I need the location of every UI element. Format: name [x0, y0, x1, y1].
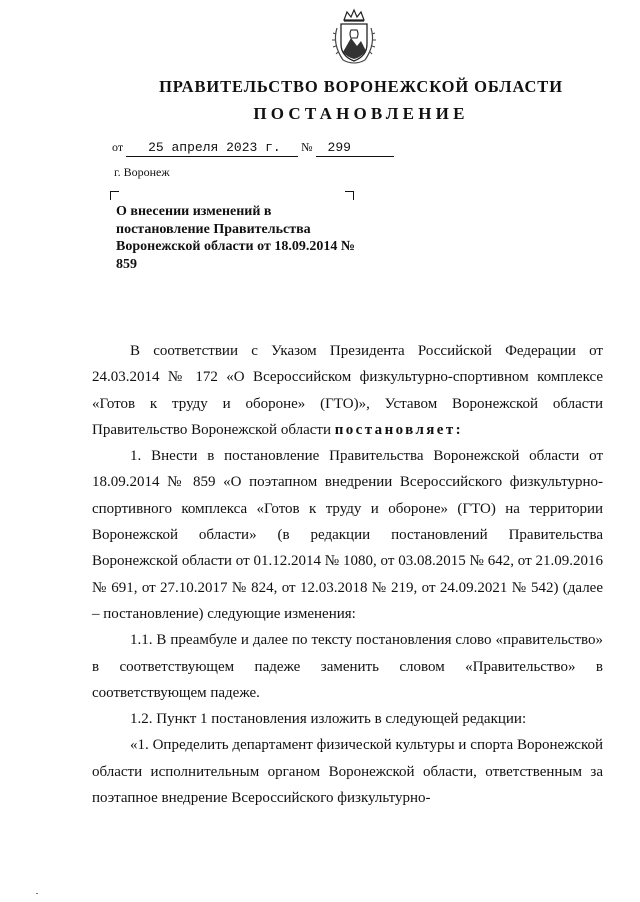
item-1-paragraph: 1. Внести в постановление Правительства Воронежской области от 18.09.2014 № 859 «О поэтапном внедрении Всероссийского физкультурно-спортивного комплекса «Готов к труду и обороне» (ГТО) на территории Воронежской области» (в редакции постановлений Правительства Воронежской области от 01.12.2014 № 1080, от 03.08.2015 № 642, от 21.09.2016 № 691, от 27.10.2017 № 824, от 12.03.2018 № 219, от 24.09.2021 № 542) (далее – постановление) следующие изменения:	[92, 448, 603, 622]
voronezh-coat-of-arms-icon	[329, 8, 379, 68]
date-prefix: от	[112, 140, 124, 154]
document-number: 299	[316, 140, 394, 157]
title-bracket-right	[345, 191, 354, 200]
organization-heading: ПРАВИТЕЛЬСТВО ВОРОНЕЖСКОЙ ОБЛАСТИ	[159, 77, 563, 96]
date-number-line	[112, 140, 394, 157]
number-prefix: №	[301, 140, 313, 154]
city: г. Воронеж	[114, 165, 170, 179]
quoted-paragraph: «1. Определить департамент физической культуры и спорта Воронежской области исполнительным органом Воронежской области, ответственным за поэтапное внедрение Всероссийского физкультурно-	[92, 737, 603, 807]
document-date: 25 апреля 2023 г.	[126, 140, 298, 157]
document-type-heading: ПОСТАНОВЛЕНИЕ	[253, 104, 469, 123]
item-1-2-paragraph: 1.2. Пункт 1 постановления изложить в следующей редакции:	[130, 711, 527, 728]
preamble-paragraph	[92, 338, 603, 443]
decree-word: постановляет:	[334, 421, 463, 438]
preamble-text: В соответствии с Указом Президента Российской Федерации от 24.03.2014 № 172 «О Всероссийском физкультурно-спортивном комплексе «Готов к труду и обороне» (ГТО)», Уставом Воронежской области Правительство Воронежской области	[92, 343, 603, 438]
document-body	[92, 338, 603, 811]
title-bracket-left	[110, 191, 119, 200]
scan-mark	[36, 893, 38, 894]
document-title: О внесении изменений в постановление Правительства Воронежской области от 18.09.2014 № 859	[116, 204, 355, 272]
item-1-1-paragraph: 1.1. В преамбуле и далее по тексту постановления слово «правительство» в соответствующем падеже заменить словом «Правительство» в соответствующем падеже.	[92, 632, 603, 701]
